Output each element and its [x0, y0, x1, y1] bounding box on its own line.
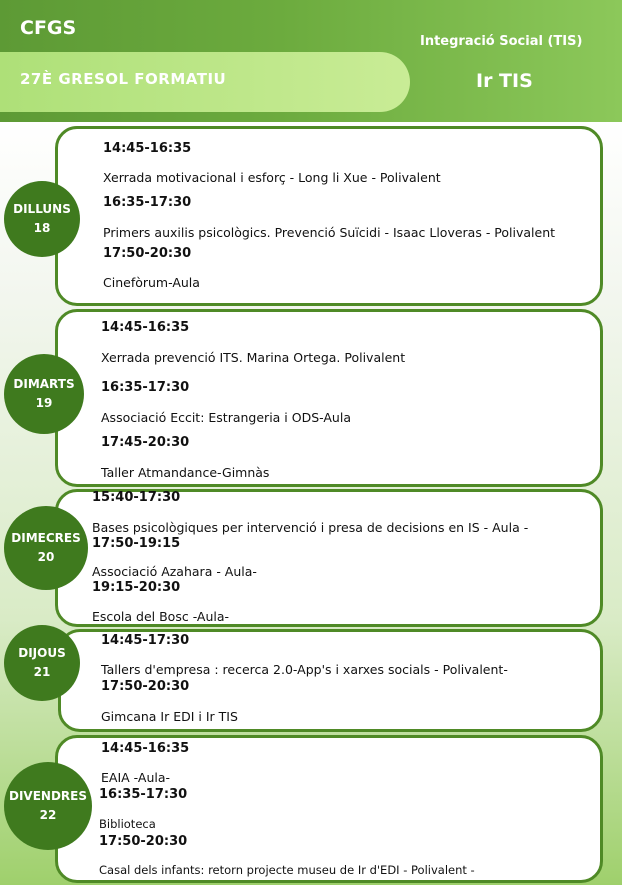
- day-name: DILLUNS: [13, 202, 71, 216]
- slot-time: 19:15-20:30: [92, 580, 181, 595]
- day-name: DIVENDRES: [9, 789, 87, 803]
- slot-time: 16:35-17:30: [101, 380, 190, 395]
- header-banner: [0, 0, 622, 122]
- gresol-title: 27È GRESOL FORMATIU: [20, 70, 227, 88]
- slot-time: 14:45-16:35: [101, 741, 190, 756]
- day-badge-dimecres: [4, 506, 88, 590]
- slot-text: Bases psicològiques per intervenció i presa de decisions en IS - Aula -: [92, 520, 529, 535]
- cfgs-label: CFGS: [20, 17, 77, 39]
- day-date: 22: [39, 808, 57, 822]
- slot-text: Tallers d'empresa : recerca 2.0-App's i xarxes socials - Polivalent-: [101, 662, 508, 677]
- slot-text: Xerrada motivacional i esforç - Long li Xue - Polivalent: [103, 170, 441, 185]
- day-name: DIMECRES: [11, 531, 81, 545]
- slot-text: Cinefòrum-Aula: [103, 275, 200, 290]
- slot-text: Escola del Bosc -Aula-: [92, 609, 230, 624]
- slot-text: Gimcana Ir EDI i Ir TIS: [101, 709, 238, 724]
- slot-text: Biblioteca: [99, 817, 156, 831]
- slot-time: 16:35-17:30: [103, 195, 192, 210]
- slot-time: 17:50-20:30: [101, 679, 190, 694]
- slot-text: Associació Eccit: Estrangeria i ODS-Aula: [101, 410, 351, 425]
- slot-text: Xerrada prevenció ITS. Marina Ortega. Polivalent: [101, 350, 406, 365]
- slot-text: Taller Atmandance-Gimnàs: [101, 465, 270, 480]
- day-badge-divendres: [4, 762, 92, 850]
- day-card-dimecres: [55, 489, 603, 627]
- slot-time: 17:45-20:30: [101, 435, 190, 450]
- day-date: 21: [33, 665, 51, 679]
- slot-time: 17:50-20:30: [103, 246, 192, 261]
- day-card-dimarts: [55, 309, 603, 487]
- day-badge-dijous: [4, 625, 80, 701]
- slot-text: Primers auxilis psicològics. Prevenció Suïcidi - Isaac Lloveras - Polivalent: [103, 225, 556, 240]
- slot-time: 16:35-17:30: [99, 787, 188, 802]
- day-badge-dimarts: [4, 354, 84, 434]
- slot-time: 14:45-17:30: [101, 633, 190, 648]
- slot-text: EAIA -Aula-: [101, 770, 171, 785]
- slot-time: 15:40-17:30: [92, 490, 181, 505]
- program-name: Integració Social (TIS): [420, 34, 583, 49]
- day-name: DIMARTS: [13, 377, 75, 391]
- slot-text: Associació Azahara - Aula-: [92, 564, 257, 579]
- day-date: 18: [33, 221, 51, 235]
- slot-time: 17:50-20:30: [99, 834, 188, 849]
- slot-text: Casal dels infants: retorn projecte museu de Ir d'EDI - Polivalent -: [99, 863, 475, 877]
- group-name: Ir TIS: [476, 70, 533, 92]
- slot-time: 17:50-19:15: [92, 536, 181, 551]
- day-badge-dilluns: [4, 181, 80, 257]
- day-date: 20: [37, 550, 55, 564]
- day-name: DIJOUS: [18, 646, 66, 660]
- day-card-divendres: [55, 735, 603, 883]
- day-date: 19: [35, 396, 53, 410]
- slot-time: 14:45-16:35: [101, 320, 190, 335]
- slot-time: 14:45-16:35: [103, 141, 192, 156]
